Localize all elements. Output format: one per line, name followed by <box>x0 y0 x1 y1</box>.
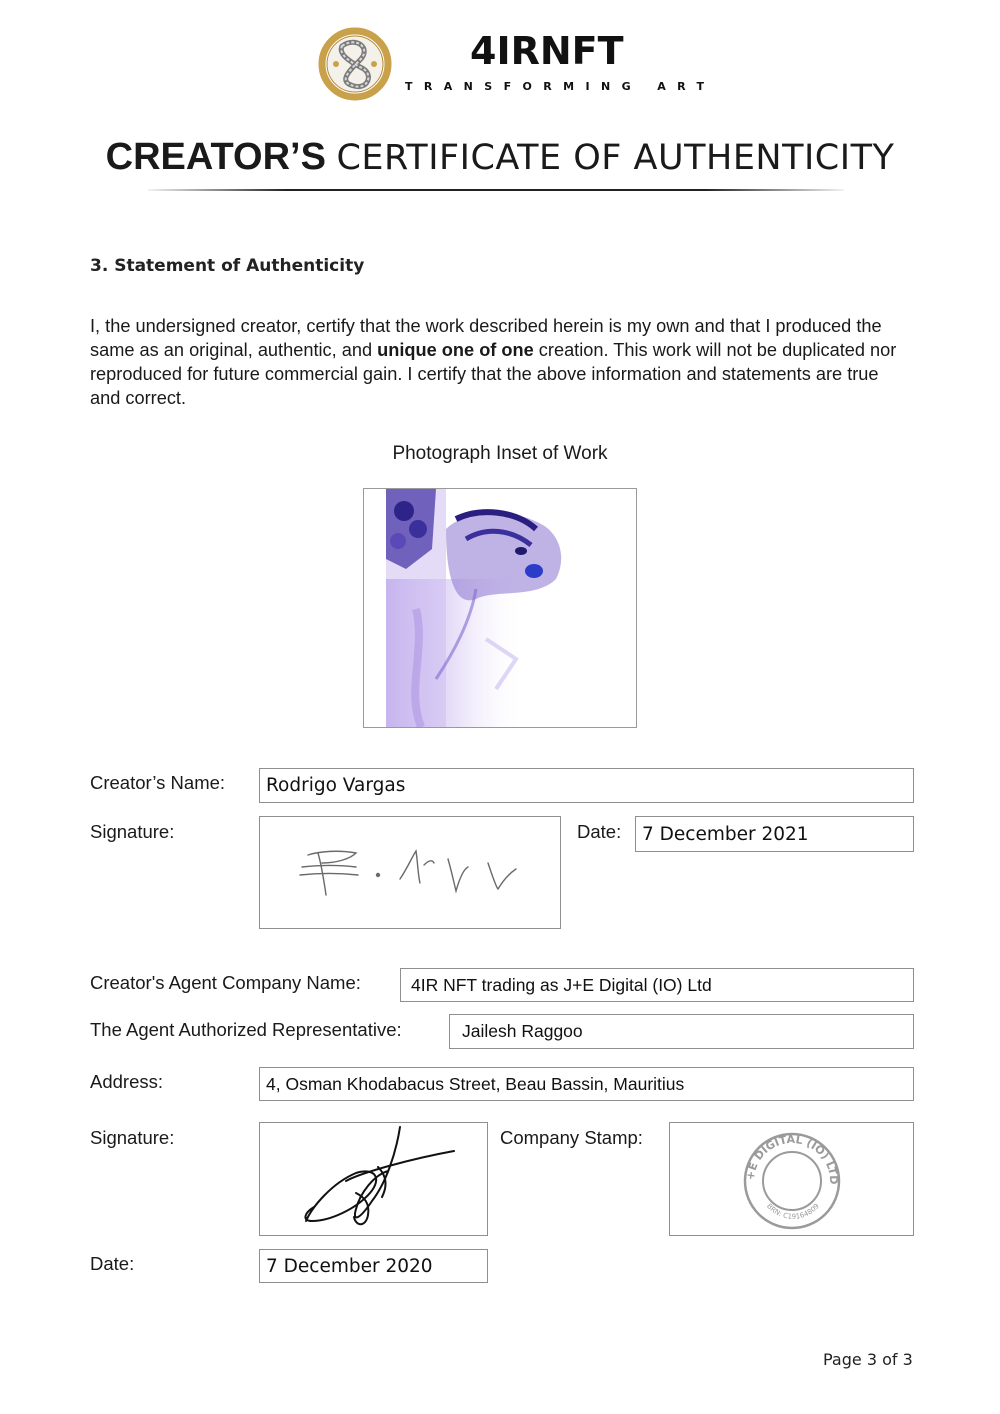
agent-company-label: Creator's Agent Company Name: <box>90 972 361 993</box>
brand-logo-icon <box>316 26 394 102</box>
agent-date-label: Date: <box>90 1253 135 1274</box>
creator-signature-image <box>260 817 560 928</box>
statement-paragraph <box>90 314 910 410</box>
brand-name: 4IRNFT <box>470 29 624 73</box>
title-divider <box>148 189 844 191</box>
creator-date-label: Date: <box>577 821 622 842</box>
agent-date-value: 7 December 2020 <box>266 1255 433 1277</box>
company-stamp-image <box>670 1123 913 1235</box>
agent-company-value: 4IR NFT trading as J+E Digital (IO) Ltd <box>411 974 712 995</box>
agent-address-value: 4, Osman Khodabacus Street, Beau Bassin, Mauritius <box>266 1073 685 1094</box>
agent-address-label: Address: <box>90 1071 164 1092</box>
statement-bold: unique one of one <box>377 340 534 360</box>
agent-rep-label: The Agent Authorized Representative: <box>90 1019 402 1040</box>
agent-rep-value: Jailesh Raggoo <box>462 1021 583 1041</box>
page-title <box>0 134 1000 181</box>
creator-name-field <box>259 768 914 803</box>
stamp-text-top: +E DIGITAL (IO) LTD <box>743 1132 841 1185</box>
brand-tagline: TRANSFORMING ART <box>405 80 716 93</box>
title-light: CERTIFICATE OF AUTHENTICITY <box>336 138 895 178</box>
creator-signature-label: Signature: <box>90 821 175 842</box>
agent-signature-image <box>260 1123 487 1235</box>
agent-address-field <box>259 1067 914 1101</box>
stamp-text-bottom: BRN: C19164809 <box>765 1202 821 1221</box>
creator-name-label: Creator’s Name: <box>90 772 226 793</box>
svg-text:J+E DIGITAL (IO) LTD <box>670 1123 840 1185</box>
agent-signature-label: Signature: <box>90 1127 175 1148</box>
creator-date-field <box>635 816 914 852</box>
company-stamp-box <box>669 1122 914 1236</box>
section-heading: 3. Statement of Authenticity <box>90 256 365 276</box>
artwork-image <box>386 489 636 727</box>
agent-rep-field <box>449 1014 914 1049</box>
company-stamp-label: Company Stamp: <box>500 1127 643 1148</box>
title-strong: CREATOR’S <box>105 136 326 178</box>
page-number: Page 3 of 3 <box>823 1350 913 1369</box>
artwork-photo <box>363 488 637 728</box>
creator-signature-box <box>259 816 561 929</box>
inset-caption: Photograph Inset of Work <box>392 443 608 464</box>
agent-company-field <box>400 968 914 1002</box>
agent-date-field <box>259 1249 488 1283</box>
agent-signature-box <box>259 1122 488 1236</box>
svg-text:BRN: C19164809 <box>765 1202 821 1221</box>
creator-date-value: 7 December 2021 <box>642 823 809 845</box>
creator-name-value: Rodrigo Vargas <box>266 775 406 796</box>
statement-text-2: creation. This work will not be duplicated nor reproduced for future commercial gain. I certify that the above information and statements are true and correct. <box>90 340 897 408</box>
statement-text-1: I, the undersigned creator, certify that the work described herein is my own and that I produced the same as an original, authentic, and <box>90 316 882 360</box>
